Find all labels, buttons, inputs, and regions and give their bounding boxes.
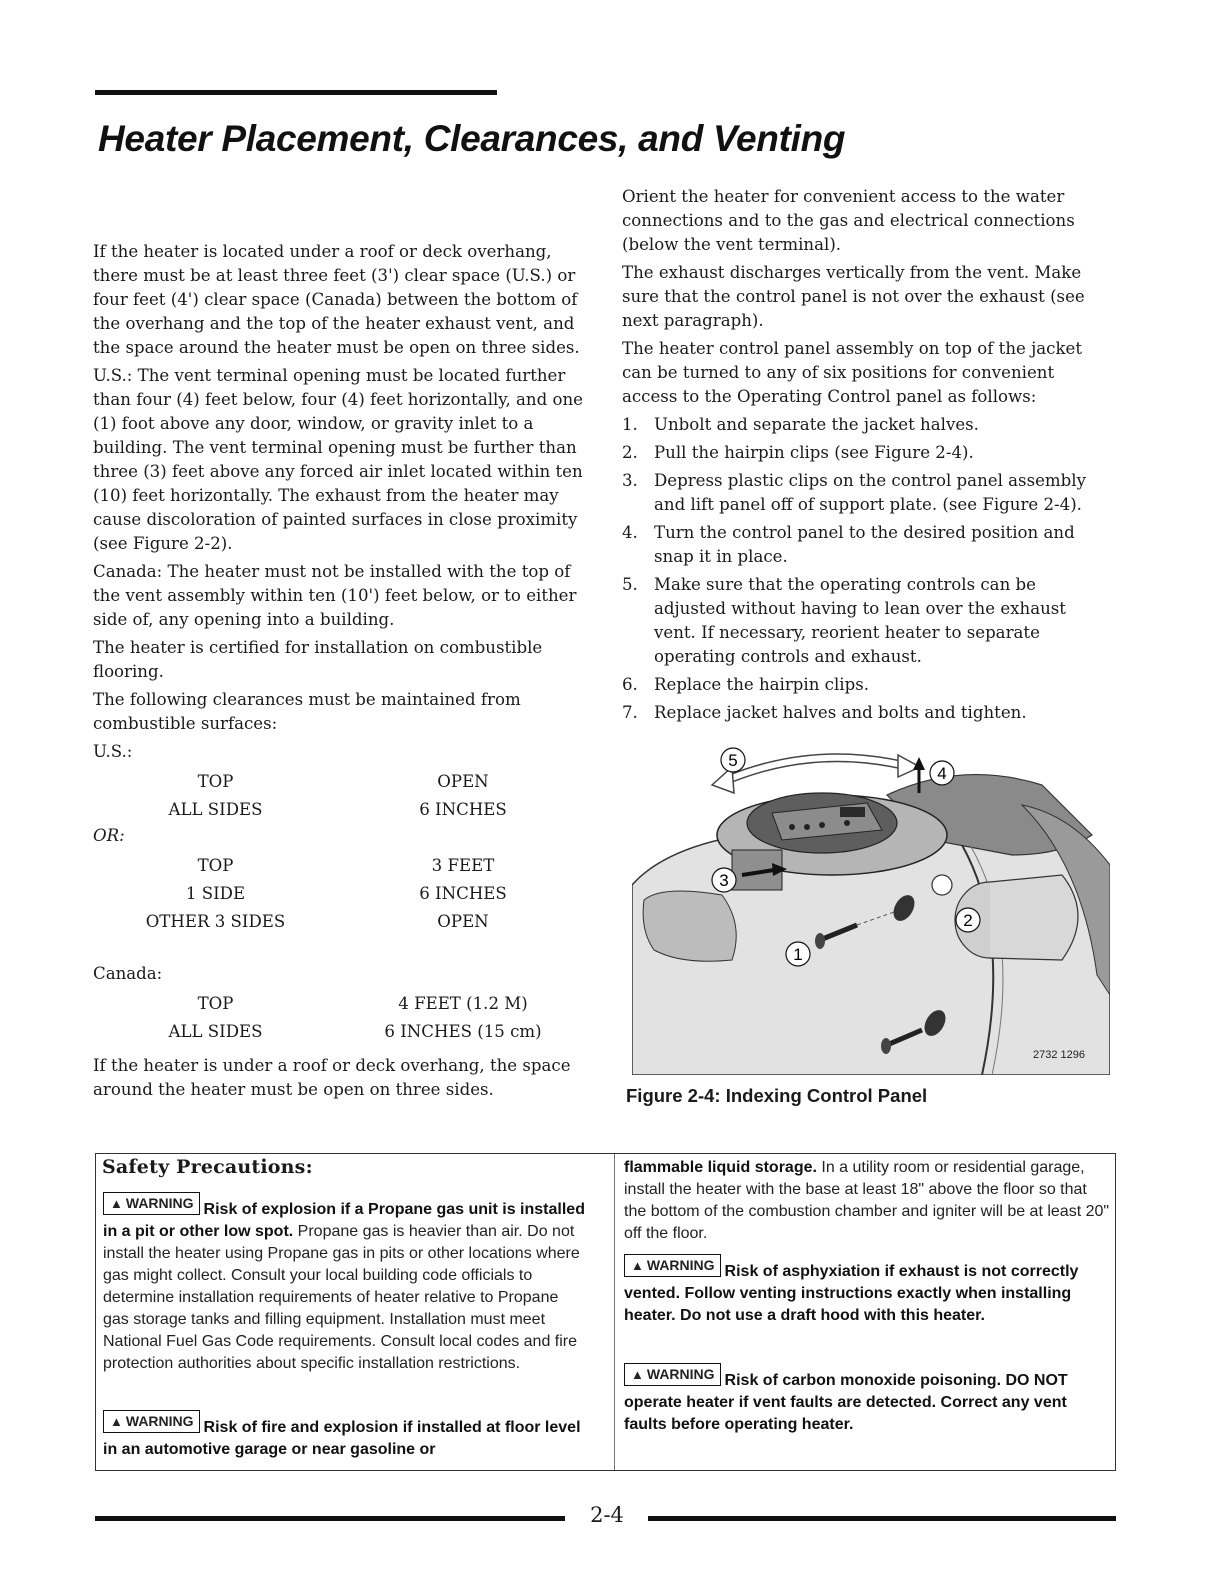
footer-rule-right <box>648 1516 1116 1521</box>
canada-clearance-table <box>93 990 588 1046</box>
left-column <box>93 240 588 1106</box>
clearance-location: OTHER 3 SIDES <box>145 912 286 931</box>
orient-paragraph: Orient the heater for convenient access to the water connections and to the gas and electrical connections (below the vent terminal). <box>622 187 1075 254</box>
table-row <box>93 1018 588 1046</box>
step-number: 1. <box>622 415 638 434</box>
indexing-control-panel-figure <box>632 745 1110 1075</box>
step-text: Turn the control panel to the desired position and snap it in place. <box>654 523 1075 566</box>
figure-code: 2732 1296 <box>1033 1049 1085 1061</box>
list-item <box>622 701 1112 725</box>
clearances-intro: The following clearances must be maintained from combustible surfaces: <box>93 690 521 733</box>
warning-badge: ▲ WARNING <box>103 1410 200 1433</box>
overhang-paragraph: If the heater is located under a roof or deck overhang, there must be at least three feet (3') clear space (U.S.) or four feet (4') clear space (Canada) between the bottom of the overhang and the top of the heater exhaust vent, and the space around the heater must be open on three sides. <box>93 242 580 357</box>
step-number: 3. <box>622 471 638 490</box>
step-text: Pull the hairpin clips (see Figure 2-4). <box>654 443 974 462</box>
clearance-location: TOP <box>197 994 234 1013</box>
or-label: OR: <box>93 826 125 845</box>
list-item <box>622 673 1112 697</box>
callout-1 <box>786 942 810 966</box>
heater-window <box>643 891 736 961</box>
warning-badge: ▲ WARNING <box>624 1363 721 1386</box>
canada-label: Canada: <box>93 964 163 983</box>
clearance-value: OPEN <box>437 772 489 791</box>
top-rule <box>95 90 497 95</box>
list-item <box>622 521 1112 569</box>
overhang-note: If the heater is under a roof or deck overhang, the space around the heater must be open on three sides. <box>93 1056 571 1099</box>
button-icon <box>819 822 825 828</box>
warning-icon: ▲ <box>631 1258 644 1273</box>
carbon-monoxide-warning: ▲ WARNING Risk of carbon monoxide poisoning. DO NOT operate heater if vent faults are detected. Correct any vent faults before operating heater. <box>624 1369 1104 1436</box>
clearance-value: OPEN <box>437 912 489 931</box>
clearance-value: 3 FEET <box>431 856 495 875</box>
bolt-icon <box>881 1038 891 1054</box>
indexing-steps <box>622 413 1112 725</box>
callout-3 <box>712 868 736 892</box>
warning-icon: ▲ <box>110 1414 123 1429</box>
clearance-location: TOP <box>197 772 234 791</box>
clearance-value: 6 INCHES <box>419 884 507 903</box>
clearance-value: 6 INCHES <box>419 800 507 819</box>
page-title: Heater Placement, Clearances, and Venting <box>98 118 846 159</box>
step-text: Replace jacket halves and bolts and tighten. <box>654 703 1027 722</box>
clearance-value: 4 FEET (1.2 M) <box>398 994 528 1013</box>
garage-warning: ▲ WARNING Risk of fire and explosion if installed at floor level in an automotive garage or near gasoline or <box>103 1416 583 1461</box>
button-icon <box>844 820 850 826</box>
rotate-arrow-icon <box>727 758 902 780</box>
step-text: Make sure that the operating controls can be adjusted without having to lean over the exhaust vent. If necessary, reorient heater to separate operating controls and exhaust. <box>654 575 1066 666</box>
us-vent-paragraph: U.S.: The vent terminal opening must be located further than four (4) feet below, four (4) feet horizontally, and one (1) foot above any door, window, or gravity inlet to a building. The vent terminal opening must be further than three (3) feet above any forced air inlet located within ten (10) feet horizontally. The exhaust from the heater may cause discoloration of painted surfaces in close proximity (see Figure 2-2). <box>93 366 584 553</box>
step-number: 7. <box>622 703 638 722</box>
right-column <box>622 185 1112 729</box>
svg-text:3: 3 <box>719 871 729 890</box>
clearance-location: ALL SIDES <box>168 1022 263 1041</box>
page-number: 2-4 <box>590 1503 624 1527</box>
list-item <box>622 573 1112 669</box>
warning-badge: ▲ WARNING <box>624 1254 721 1277</box>
step-text: Replace the hairpin clips. <box>654 675 870 694</box>
bolt-icon <box>815 933 825 949</box>
control-panel-paragraph: The heater control panel assembly on top of the jacket can be turned to any of six positions for convenient access to the Operating Control panel as follows: <box>622 339 1082 406</box>
propane-warning: ▲ WARNING Risk of explosion if a Propane gas unit is installed in a pit or other low spot. Propane gas is heavier than air. Do not install the heater using Propane gas in pits or other locations where gas might collect. Consult your local building code officials to determine installation requirements of heater relative to Propane gas storage tanks and filling equipment. Installation must meet National Fuel Gas Code requirements. Consult local codes and fire protection authorities about specific installation restrictions. <box>103 1198 588 1375</box>
step-text: Depress plastic clips on the control panel assembly and lift panel off of support plate. (see Figure 2-4). <box>654 471 1086 514</box>
warning-icon: ▲ <box>631 1367 644 1382</box>
step-text: Unbolt and separate the jacket halves. <box>654 415 979 434</box>
step-number: 6. <box>622 675 638 694</box>
table-row <box>93 796 588 824</box>
callout-4 <box>930 761 954 785</box>
list-item <box>622 413 1112 437</box>
canada-vent-paragraph: Canada: The heater must not be installed with the top of the vent assembly within ten (10') feet below, or to either side of, any opening into a building. <box>93 562 577 629</box>
garage-warning-continued: flammable liquid storage. In a utility room or residential garage, install the heater with the base at least 18" above the floor so that the bottom of the combustion chamber and igniter will be at least 20" off the floor. <box>624 1159 1110 1242</box>
svg-text:5: 5 <box>728 751 738 770</box>
table-row <box>93 768 588 796</box>
svg-text:4: 4 <box>937 764 947 783</box>
clearance-location: ALL SIDES <box>168 800 263 819</box>
warning-icon: ▲ <box>110 1196 123 1211</box>
clip-ring-icon <box>932 875 952 895</box>
clearance-value: 6 INCHES (15 cm) <box>384 1022 542 1041</box>
or-clearance-table <box>93 852 588 936</box>
us-label: U.S.: <box>93 742 133 761</box>
column-divider <box>614 1154 615 1470</box>
safety-precautions-box <box>95 1153 1116 1471</box>
footer-rule-left <box>95 1516 565 1521</box>
list-item <box>622 469 1112 517</box>
us-clearance-table <box>93 768 588 824</box>
callout-5 <box>721 748 745 772</box>
table-row <box>93 880 588 908</box>
clearance-location: TOP <box>197 856 234 875</box>
table-row <box>93 852 588 880</box>
svg-text:1: 1 <box>793 945 803 964</box>
clearance-location: 1 SIDE <box>185 884 246 903</box>
vent-pipe <box>990 875 1078 960</box>
warning-badge: ▲ WARNING <box>103 1192 200 1215</box>
step-number: 5. <box>622 575 638 594</box>
button-icon <box>789 824 795 830</box>
asphyxiation-warning: ▲ WARNING Risk of asphyxiation if exhaust is not correctly vented. Follow venting instructions exactly when installing heater. Do not use a draft hood with this heater. <box>624 1260 1104 1327</box>
flooring-paragraph: The heater is certified for installation on combustible flooring. <box>93 638 543 681</box>
button-icon <box>804 824 810 830</box>
figure-caption: Figure 2-4: Indexing Control Panel <box>626 1085 928 1106</box>
safety-title: Safety Precautions: <box>102 1156 313 1178</box>
list-item <box>622 441 1112 465</box>
table-row <box>93 908 588 936</box>
display-icon <box>840 807 865 817</box>
callout-2 <box>956 908 980 932</box>
table-row <box>93 990 588 1018</box>
step-number: 2. <box>622 443 638 462</box>
step-number: 4. <box>622 523 638 542</box>
exhaust-paragraph: The exhaust discharges vertically from the vent. Make sure that the control panel is not over the exhaust (see next paragraph). <box>622 263 1085 330</box>
svg-text:2: 2 <box>963 911 973 930</box>
